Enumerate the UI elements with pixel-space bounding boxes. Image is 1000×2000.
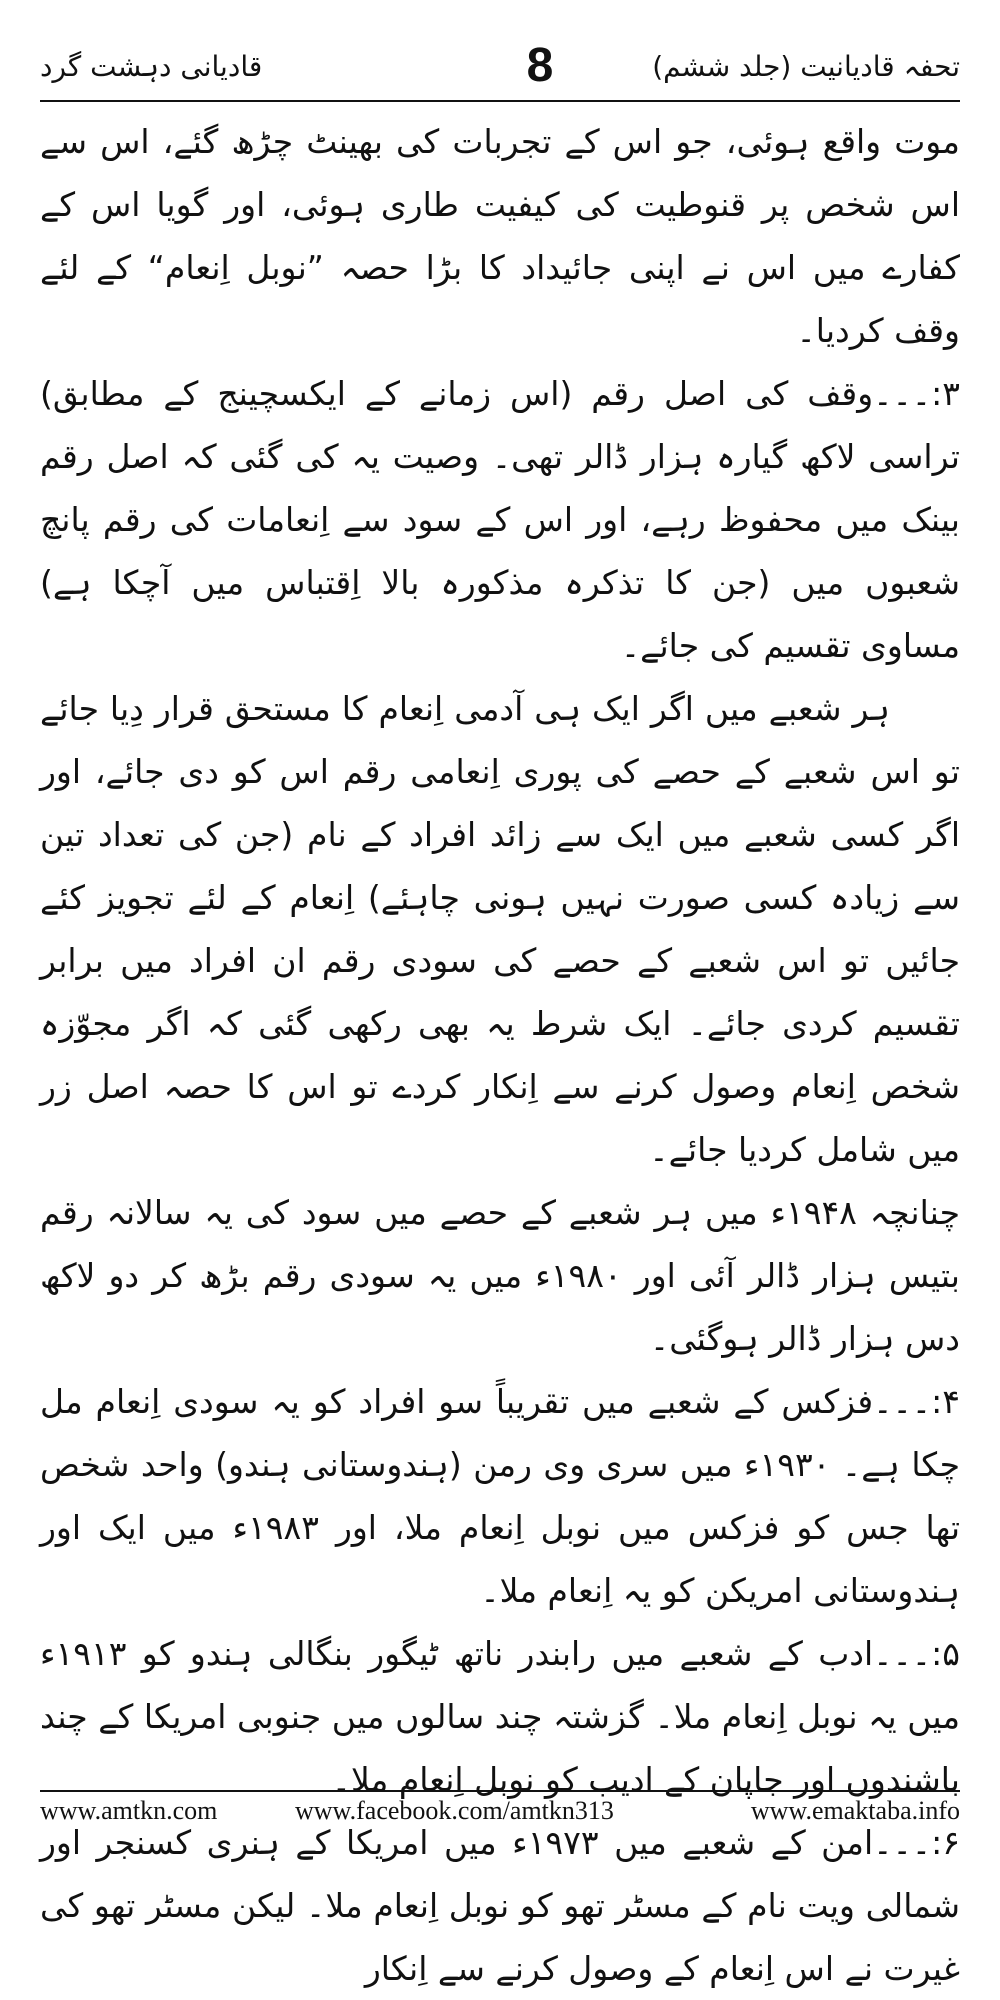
page-header (40, 40, 960, 100)
footer-divider (40, 1790, 960, 1792)
paragraph-point-5: ۵:۔۔۔ادب کے شعبے میں رابندر ناتھ ٹیگور بنگالی ہندو کو ۱۹۱۳ء میں یہ نوبل اِنعام ملا۔ گزشتہ چند سالوں میں جنوبی امریکا کے چند باشندوں اور جاپان کے ادیب کو نوبل اِنعام ملا۔ (40, 1634, 960, 1799)
paragraph-annual-amount: چنانچہ ۱۹۴۸ء میں ہر شعبے کے حصے میں سود کی یہ سالانہ رقم بتیس ہزار ڈالر آئی اور ۱۹۸۰ء میں یہ سودی رقم بڑھ کر دو لاکھ دس ہزار ڈالر ہوگئی۔ (40, 1193, 960, 1358)
paragraph-distribution: ہر شعبے میں اگر ایک ہی آدمی اِنعام کا مستحق قرار دِیا جائے تو اس شعبے کے حصے کی پوری اِنعامی رقم اس کو دی جائے، اور اگر کسی شعبے میں ایک سے زائد افراد کے نام (جن کی تعداد تین سے زیادہ کسی صورت نہیں ہونی چاہئے) اِنعام کے لئے تجویز کئے جائیں تو اس شعبے کے حصے کی سودی رقم ان افراد میں برابر تقسیم کردی جائے۔ ایک شرط یہ بھی رکھی گئی کہ اگر مجوّزہ شخص اِنعام وصول کرنے سے اِنکار کردے تو اس کا حصہ اصل زر میں شامل کردیا جائے۔ (40, 689, 960, 1169)
paragraph-continuation: موت واقع ہوئی، جو اس کے تجربات کی بھینٹ چڑھ گئے، اس سے اس شخص پر قنوطیت کی کیفیت طاری ہوئی، اور گویا اس کے کفارے میں اس نے اپنی جائیداد کا بڑا حصہ ”نوبل اِنعام“ کے لئے وقف کردیا۔ (40, 122, 960, 350)
paragraph-point-4: ۴:۔۔۔فزکس کے شعبے میں تقریباً سو افراد کو یہ سودی اِنعام مل چکا ہے۔ ۱۹۳۰ء میں سری وی رمن (ہندوستانی ہندو) واحد شخص تھا جس کو فزکس میں نوبل اِنعام ملا، اور ۱۹۸۳ء میں ایک اور ہندوستانی امریکن کو یہ اِنعام ملا۔ (40, 1382, 961, 1610)
paragraph-point-3: ۳:۔۔۔وقف کی اصل رقم (اس زمانے کے ایکسچینج کے مطابق) تراسی لاکھ گیارہ ہزار ڈالر تھی۔ وصیت یہ کی گئی کہ اصل رقم بینک میں محفوظ رہے، اور اس کے سود سے اِنعامات کی رقم پانچ شعبوں میں (جن کا تذکرہ مذکورہ بالا اِقتباس میں آچکا ہے) مساوی تقسیم کی جائے۔ (40, 374, 960, 665)
header-divider (40, 100, 960, 102)
footer-link-facebook[interactable]: www.facebook.com/amtkn313 (295, 1796, 614, 1825)
page-number: 8 (526, 39, 554, 92)
footer-link-emaktaba[interactable]: www.emaktaba.info (750, 1796, 960, 1825)
paragraph-point-6: ۶:۔۔۔امن کے شعبے میں ۱۹۷۳ء میں امریکا کے ہنری کسنجر اور شمالی ویت نام کے مسٹر تھو کو نوبل اِنعام ملا۔ لیکن مسٹر تھو کی غیرت نے اس اِنعام کے وصول کرنے سے اِنکار (40, 1823, 960, 1988)
book-title: تحفہ قادیانیت (جلد ششم) (652, 50, 960, 83)
footer-link-amtkn[interactable]: www.amtkn.com (40, 1796, 218, 1825)
chapter-title: قادیانی دہشت گرد (40, 50, 263, 83)
page-footer (40, 1796, 960, 1836)
